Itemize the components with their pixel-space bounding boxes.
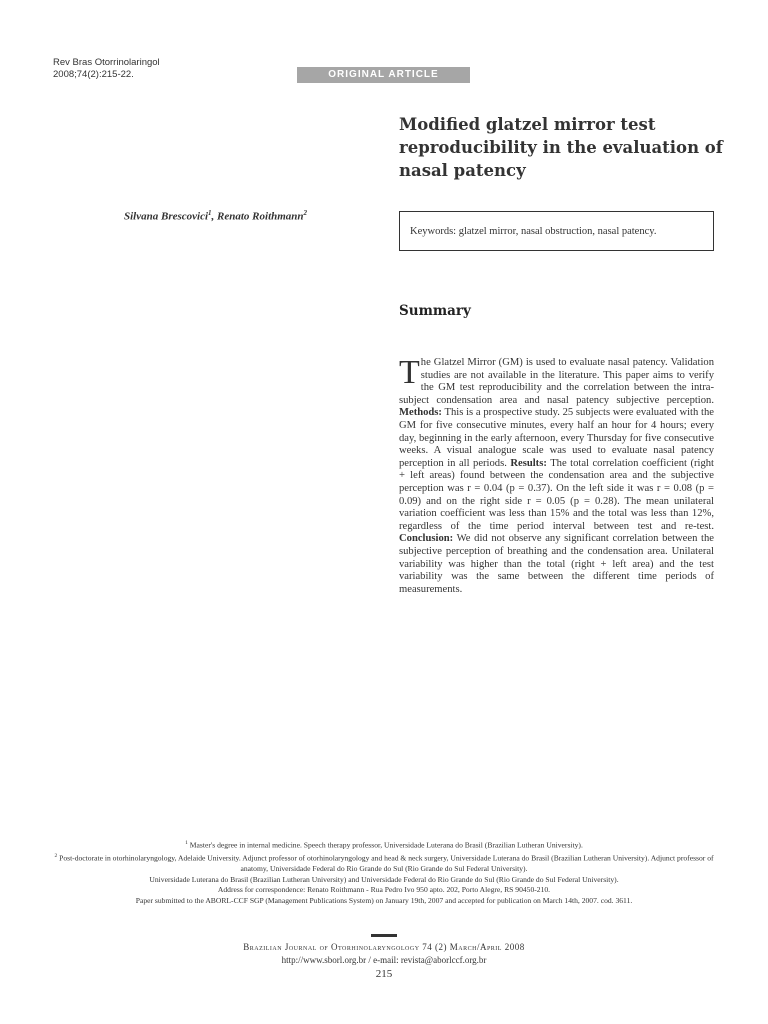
author-name: Renato Roithmann xyxy=(217,210,304,223)
author-affiliation-mark: 1 xyxy=(208,209,212,217)
results-label: Results: xyxy=(510,457,547,469)
footnote xyxy=(50,851,718,875)
journal-citation: 2008;74(2):215-22. xyxy=(53,69,134,80)
conclusion-label: Conclusion: xyxy=(399,533,454,545)
page-number: 215 xyxy=(375,968,393,980)
submission-note: Paper submitted to the ABORL-CCF SGP (Management Publications System) on January 19th, 2007 and accepted for publication on March 14th, 2007. cod. 3611. xyxy=(135,895,633,905)
results-text: The total correlation coefficient (right + left areas) found between the condensation area and the subjective perception was r = 0.04 (p = 0.37). On the left side it was r = 0.08 (p = 0.09) and on the right side r = 0.05 (p = 0.28). The mean unilateral variation coefficient was less than 15% and the total was less than 12%, regardless of the time period interval between test and re-test. xyxy=(399,457,714,532)
author-separator: , xyxy=(211,210,218,223)
journal-reference xyxy=(53,57,160,81)
methods-label: Methods: xyxy=(399,407,442,419)
footnote-text: Post-doctorate in otorhinolaryngology, Adelaide University. Adjunct professor of otorhinolaryngology and head & neck surgery, Universidade Luterana do Brasil (Brazilian Lutheran University). Adjunct professor of anatomy, Universidade Federal do Rio Grande do Sul (Rio Grande do Sul Federal University). xyxy=(59,853,714,874)
abstract-intro: he Glatzel Mirror (GM) is used to evaluate nasal patency. Validation studies are not available in the literature. This paper aims to verify the GM test reproducibility and the correlation between the intra-subject condensation area and nasal patency subjective perception. xyxy=(399,357,714,406)
author-list xyxy=(124,209,307,223)
footnotes xyxy=(50,838,718,906)
footnote-mark: 2 xyxy=(54,853,58,860)
abstract-text xyxy=(399,354,714,596)
footnote xyxy=(50,838,718,851)
keywords-box: Keywords: glatzel mirror, nasal obstruction, nasal patency. xyxy=(399,211,714,251)
footnote-text: Master's degree in internal medicine. Speech therapy professor, Universidade Luterana do Brasil (Brazilian Lutheran University). xyxy=(189,840,583,850)
footnote-mark: 1 xyxy=(185,840,188,846)
conclusion-text: We did not observe any significant correlation between the subjective perception of breathing and the condensation area. Unilateral variability was higher than the total (right + left area) and the test variability was the same between the different time periods of measurements. xyxy=(399,533,714,595)
section-label-banner: ORIGINAL ARTICLE xyxy=(297,67,470,83)
institutions-note: Universidade Luterana do Brasil (Brazilian Lutheran University) and Universidade Federal do Rio Grande do Sul (Rio Grande do Sul Federal University). xyxy=(149,874,619,884)
page-footer xyxy=(0,941,768,982)
footer-links: http://www.sborl.org.br / e-mail: revista@aborlccf.org.br xyxy=(281,955,487,965)
footer-journal: Brazilian Journal of Otorhinolaryngology 74 (2) March/April 2008 xyxy=(243,942,525,952)
author-affiliation-mark: 2 xyxy=(303,209,308,217)
correspondence-address: Address for correspondence: Renato Roithmann - Rua Pedro Ivo 950 apto. 202, Porto Alegre, RS 90450-210. xyxy=(217,885,551,895)
footer-divider xyxy=(371,934,397,937)
journal-name: Rev Bras Otorrinolaringol xyxy=(53,57,160,68)
author-name: Silvana Brescovici xyxy=(124,210,209,223)
summary-heading: Summary xyxy=(399,303,471,319)
drop-cap: T xyxy=(399,354,420,391)
methods-text: This is a prospective study. 25 subjects were evaluated with the GM for five consecutive minutes, every half an hour for 4 hours; every day, beginning in the early afternoon, every Thursday for five consecutive weeks. A visual analogue scale was used to evaluate nasal patency perception in all periods. xyxy=(399,407,714,469)
article-title: Modified glatzel mirror test reproducibility in the evaluation of nasal patency xyxy=(399,115,723,180)
